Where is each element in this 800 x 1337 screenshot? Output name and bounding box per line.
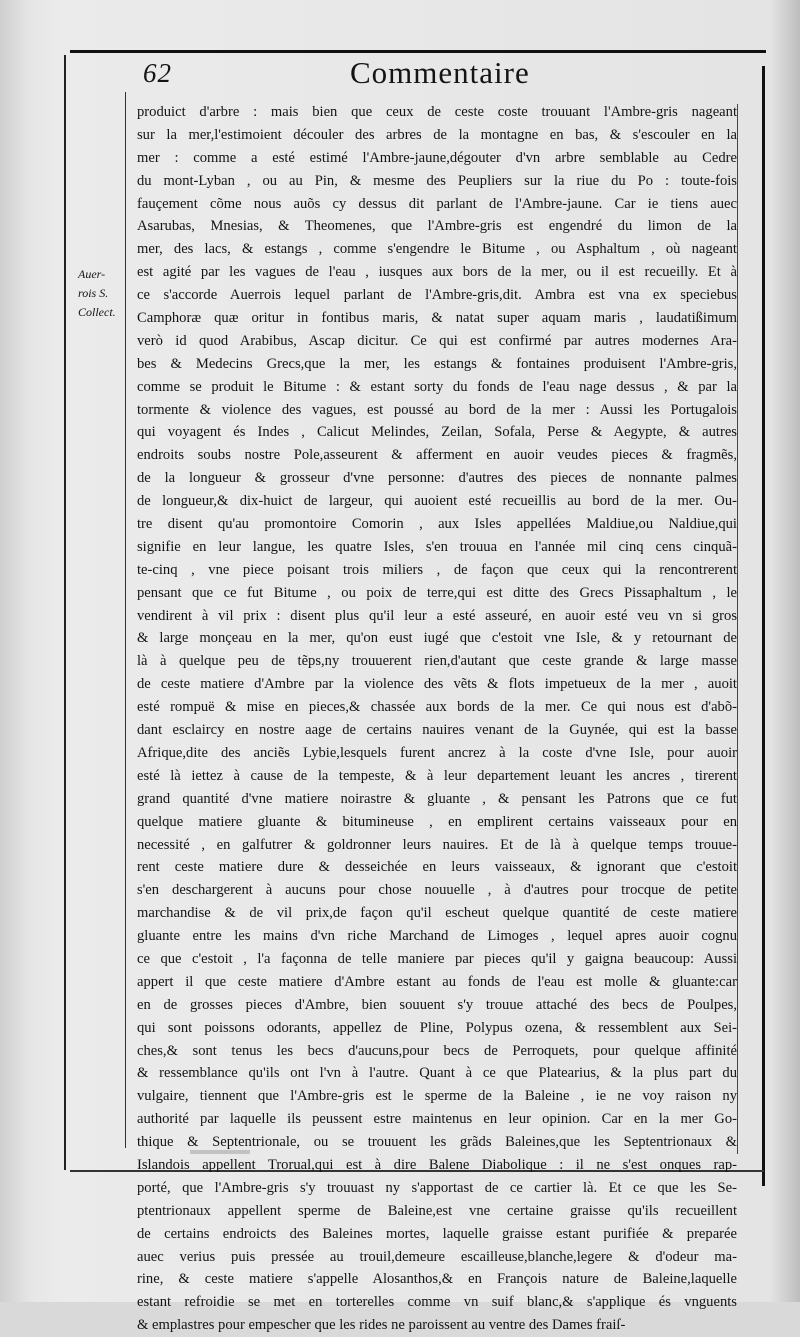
page-number: 62 [143,58,172,88]
text-line: est agité par les vagues de l'eau , iusques aux bors de la mer, ou il est recueilly. Et à [137,264,737,281]
text-line: esté rompuë & mise en pieces,& chassée aux bords de la mer. Ce qui nous est d'abõ- [137,699,737,716]
text-line: pensant que ce fut Bitume , ou poix de terre,qui est ditte des Grecs Pissaphaltum , le [137,584,737,601]
text-line: bes & Medecins Grecs,que la mer, les estangs & fontaines produisent l'Ambre-gris, [137,355,737,372]
text-line: rine, & ceste matiere s'appelle Alosanthos,& en François nature de Baleine,laquelle [137,1271,737,1288]
text-line: gluante entre les mains d'vn riche Marchand de Limoges , lequel apres auoir cognu [137,928,737,945]
margin-note [78,265,124,322]
margin-note-line: rois S. [78,286,109,300]
text-line: authorité par laquelle ils peussent estre maintenus en leur opinion. Car en la mer Go- [137,1111,737,1128]
text-line: tormente & violence des vagues, est poussé au bord de la mer : Aussi les Portugalois [137,401,737,418]
text-line: qui voyagent és Indes , Calicut Melindes, Zeilan, Sofala, Perse & Aegypte, & autres [137,424,737,441]
text-line: de certains endroicts des Baleines mortes, laquelle graisse estant purifiée & preparée [137,1225,737,1242]
text-line: mer : comme a esté estimé l'Ambre-jaune,dégouter d'vn arbre semblable au Cedre [137,149,737,166]
margin-note-line: Auer- [78,267,106,281]
text-line: de la longueur & grosseur d'vne personne: d'autres des pieces de nonnante palmes [137,470,737,487]
text-line: & large monçeau en la mer, qu'on eust iugé que c'estoit vne Isle, & y retournant de [137,630,737,647]
text-line: porté, que l'Ambre-gris s'y trouuast ny s'apportast de ce cartier là. Et ce que les Se- [137,1179,737,1196]
text-line: tre disent qu'au promontoire Comorin , aux Isles appellées Maldiue,ou Naldiue,qui [137,516,737,533]
text-line: auec verius puis pressée au trouil,demeure escailleuse,blanche,legere & d'odeur ma- [137,1248,737,1265]
text-line: en de grosses pieces d'Ambre, bien souuent s'y trouue attaché des becs de Poulpes, [137,996,737,1013]
text-line: fauçement cõme nous auõs cy dessus dit parlant de l'Ambre-jaune. Car ie tiens auec [137,195,737,212]
text-line: endroits soubs nostre Pole,asseurent & afferment en auoir veudes pieces & fragmẽs, [137,447,737,464]
text-line: necessité , en galfutrer & goldronner leurs nauires. Et de là à quelque temps trouue- [137,836,737,853]
text-line: grand quantité d'vne matiere noirastre & gluante , & pensant les Patrons que ce fut [137,790,737,807]
text-line: là à quelque peu de tẽps,ny trouuerent rien,d'autant que ceste grande & large masse [137,653,737,670]
frame-right-rule [762,66,765,1186]
text-line: sur la mer,l'estimoient découler des arbres de la montagne en bas, & s'escouler en la [137,126,737,143]
text-line: te-cinq , vne piece poisant trois miliers , de façon que ceux qui la rencontrerent [137,561,737,578]
text-line: appert il que ceste matiere d'Ambre estant au fonds de l'eau est molle & gluante:car [137,973,737,990]
text-column-right-rule [737,104,738,1154]
ink-smudge [190,1150,250,1154]
text-line: mer, des lacs, & estangs , comme s'engendre le Bitume , ou Asphaltum , où nageant [137,241,737,258]
text-line: du mont-Lyban , ou au Pin, & mesme des Peupliers sur la riue du Po : toute-fois [137,172,737,189]
text-line: produict d'arbre : mais bien que ceux de ceste coste trouuant l'Ambre-gris nageant [137,104,737,120]
text-line: vulgaire, tiennent que l'Ambre-gris est le sperme de la Baleine , ie ne voy raison ny [137,1088,737,1105]
text-line: verò id quod Arabibus, Ascap dicitur. Ce qui est confirmé par autres modernes Ara- [137,332,737,349]
margin-note-line: Collect. [78,305,116,319]
text-line: & emplastres pour empescher que les rides ne paroissent au ventre des Dames fraiſ- [137,1317,626,1334]
text-line: Afrique,dite des anciẽs Lybie,lesquels furent ancrez à la coste d'vne Isle, pour auoir [137,744,737,761]
text-line: ce s'accorde Auerrois lequel parlant de l'Ambre-gris,dit. Ambra est vna ex speciebus [137,287,737,304]
frame-top-rule [70,50,766,53]
text-line: de ceste matiere d'Ambre par la violence des vẽts & flots impetueux de la mer , auoit [137,676,737,693]
text-line: Camphoræ quæ oritur in fontibus maris, & natat super aquam maris , laudatißimum [137,310,737,327]
text-line: ptentrionaux appellent sperme de Baleine,est vne certaine graisse qu'ils recueillent [137,1202,737,1219]
text-line: s'en deschargerent à aucuns pour chose nouuelle , à d'autres pour trocque de petite [137,882,737,899]
text-line: esté là iettez à cause de la tempeste, & à leur departement leuant les ancres , tirerent [137,767,737,784]
text-line: quelque matiere gluante & bitumineuse , en emplirent certains vaisseaux pour en [137,813,737,830]
text-column-left-rule [125,92,126,1148]
text-line: & ressemblance qu'ils ont l'vn à l'autre. Quant à ce que Platearius, & la plus part du [137,1065,737,1082]
text-line: marchandise & de vil prix,de façon qu'il escheut quelque quantité de ceste matiere [137,905,737,922]
text-line: qui sont poissons odorants, appellez de Pline, Polypus ozena, & ressemblent aux Sei- [137,1019,737,1036]
text-line: Islandois appellent Trorual,qui est à dire Balene Diabolique : il ne s'est onques rap- [137,1156,737,1173]
text-line: dant esclaircy en nostre aage de certains nauires venant de la Guynée, qui est la basse [137,722,737,739]
text-line: thique & Septentrionale, ou se trouuent les grãds Baleines,que les Septentrionaux & [137,1134,737,1151]
text-line: de longueur,& dix-huict de largeur, qui auoient esté recueillis au bord de la mer. Ou- [137,493,737,510]
text-line: estant refroidie se met en torterelles comme vn suif blanc,& s'applique és vnguents [137,1294,737,1311]
text-line: comme se produit le Bitume : & estant sorty du fonds de l'eau nage dessus , & par la [137,378,737,395]
text-line: ce que c'estoit , l'a façonna de telle maniere par pieces qu'il y gaigna beaucoup: Aussi [137,950,737,967]
text-line: ches,& sont tenus les becs d'aucuns,pour becs de Perroquets, pour quelque affinité [137,1042,737,1059]
text-line: vendirent à vil prix : disent plus qu'il leur a esté asseuré, en auoir esté veu vn si gros [137,607,737,624]
text-line: signifie en leur langue, les quatre Isles, s'en trouua en l'année mil cinq cens cinquã- [137,538,737,555]
running-head: Commentaire [350,55,530,90]
frame-left-rule [64,55,66,1170]
text-line: rent ceste matiere dure & desseichée en leurs vaisseaux, & ignorant que c'estoit [137,859,737,876]
text-line: Asarubas, Mnesias, & Theomenes, que l'Ambre-gris est engendré du limon de la [137,218,737,235]
